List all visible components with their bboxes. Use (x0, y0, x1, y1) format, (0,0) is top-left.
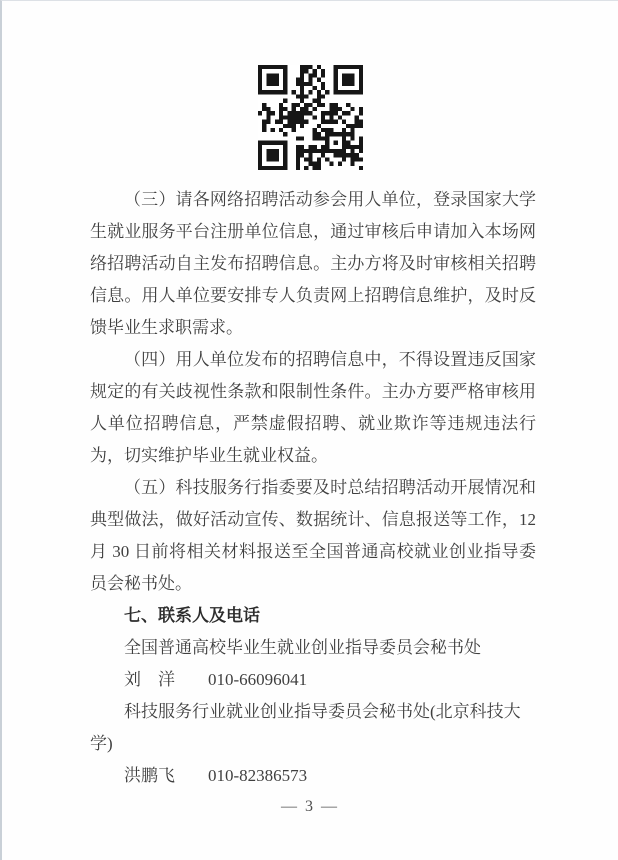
contact-org-national: 全国普通高校毕业生就业创业指导委员会秘书处 (124, 638, 481, 657)
qr-code-icon (258, 65, 363, 170)
contact-name: 洪鹏飞 (124, 766, 175, 785)
paragraph-3: （三）请各网络招聘活动参会用人单位，登录国家大学生就业服务平台注册单位信息，通过审核后申请加入本场网络招聘活动自主发布招聘信息。主办方将及时审核相关招聘信息。用人单位要安排专人负责网上招聘信息维护，及时反馈毕业生求职需求。 (90, 190, 536, 337)
contact-phone: 010-66096041 (208, 670, 308, 689)
contact-person-liu-yang (90, 664, 536, 696)
paragraph-4: （四）用人单位发布的招聘信息中，不得设置违反国家规定的有关歧视性条款和限制性条件。主办方要严格审核用人单位招聘信息，严禁虚假招聘、就业欺诈等违规违法行为，切实维护毕业生就业权益。 (90, 350, 536, 465)
qr-code-image (258, 65, 363, 170)
contact-org-tech-service: 科技服务行业就业创业指导委员会秘书处(北京科技大学) (90, 702, 521, 753)
section-heading-contacts: 七、联系人及电话 (124, 606, 260, 625)
page-number: — 3 — (281, 798, 339, 815)
paragraph-5: （五）科技服务行指委要及时总结招聘活动开展情况和典型做法，做好活动宣传、数据统计、信息报送等工作，12 月 30 日前将相关材料报送至全国普通高校就业创业指导委员会秘书处。 (90, 478, 536, 593)
contact-phone: 010-82386573 (208, 766, 308, 785)
contact-person-hong-pengfei (90, 760, 536, 792)
contact-name: 刘 洋 (124, 670, 175, 689)
document-body (90, 184, 536, 792)
